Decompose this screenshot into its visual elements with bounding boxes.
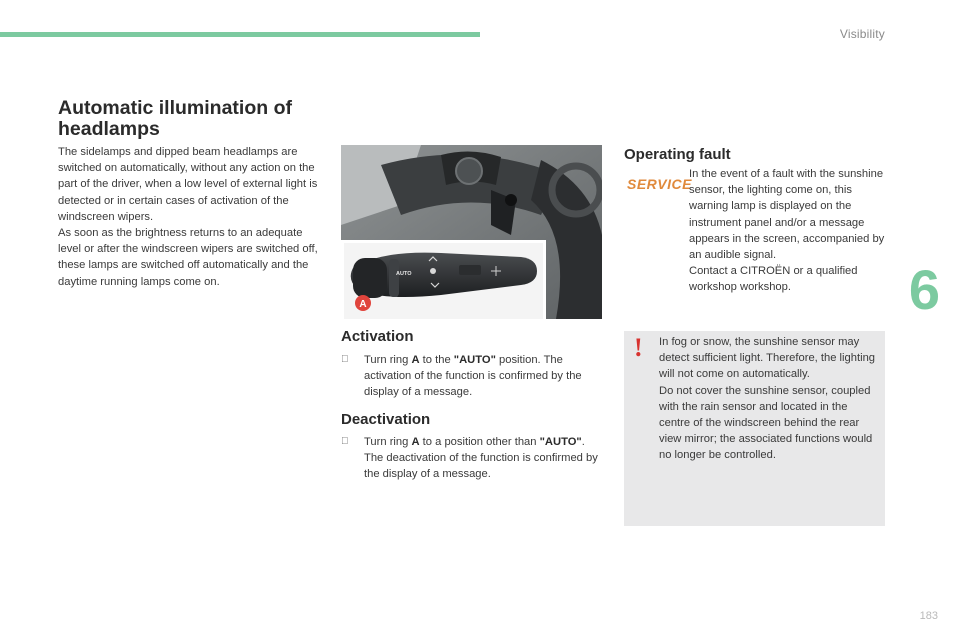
- ring-ref: A: [411, 436, 420, 448]
- intro-paragraph: The sidelamps and dipped beam headlamps are switched on automatically, without any action on the part of the driver, when a low level of external light is detected or in certain cases of activation of the windscreen wipers.: [58, 146, 318, 223]
- warning-note: [624, 331, 885, 526]
- page-title: Automatic illumination of headlamps: [58, 97, 292, 140]
- operating-fault-heading: Operating fault: [624, 146, 731, 163]
- intro-paragraph: As soon as the brightness returns to an adequate level or after the windscreen wipers are switched off, these lamps are switched off automatically and the daytime running lamps come on.: [58, 227, 318, 288]
- activation-heading: Activation: [341, 328, 414, 345]
- fault-paragraph: Contact a CITROËN or a qualified workshop workshop.: [689, 265, 858, 294]
- ring-a-label: A: [359, 299, 367, 310]
- bullet-arrow-icon: [341, 352, 349, 368]
- lighting-stalk-illustration: [341, 145, 602, 319]
- deactivation-text: [364, 434, 603, 483]
- text-fragment: Turn ring: [364, 436, 412, 448]
- text-fragment: . The deactivation of the function is confirmed by the display of a message.: [364, 436, 598, 481]
- chapter-number: 6: [908, 258, 940, 321]
- deactivation-heading: Deactivation: [341, 411, 431, 428]
- deactivation-step: [341, 434, 603, 483]
- text-fragment: to a position other than: [419, 436, 540, 448]
- note-text: [659, 334, 877, 464]
- text-fragment: position. The activation of the function is confirmed by the display of a message.: [364, 354, 582, 399]
- auto-ref: "AUTO": [539, 436, 582, 448]
- note-paragraph: Do not cover the sunshine sensor, coupled with the rain sensor and located in the centre of the windscreen behind the rear view mirror; the associated functions would no longer be controlled.: [659, 384, 873, 462]
- exclamation-icon: !: [634, 333, 643, 362]
- page-number: 183: [919, 610, 938, 622]
- operating-fault-text: [689, 166, 889, 296]
- fault-paragraph: In the event of a fault with the sunshine sensor, the lighting come on, this warning lamp is displayed on the instrument panel and/or a message appears in the screen, accompanied by an audible signal.: [689, 168, 885, 262]
- text-fragment: to the: [419, 354, 454, 366]
- activation-text: [364, 352, 603, 401]
- service-warning-icon: SERVICE: [627, 176, 692, 192]
- section-label: Visibility: [839, 27, 885, 41]
- auto-marking: AUTO: [396, 271, 412, 277]
- header-accent-bar: [0, 32, 480, 37]
- bullet-arrow-icon: [341, 434, 349, 450]
- auto-ref: "AUTO": [453, 354, 496, 366]
- intro-text: [58, 144, 324, 290]
- ring-ref: A: [411, 354, 420, 366]
- note-paragraph: In fog or snow, the sunshine sensor may detect sufficient light. Therefore, the lighting will not come on automatically.: [659, 336, 876, 381]
- text-fragment: Turn ring: [364, 354, 412, 366]
- activation-step: [341, 352, 603, 401]
